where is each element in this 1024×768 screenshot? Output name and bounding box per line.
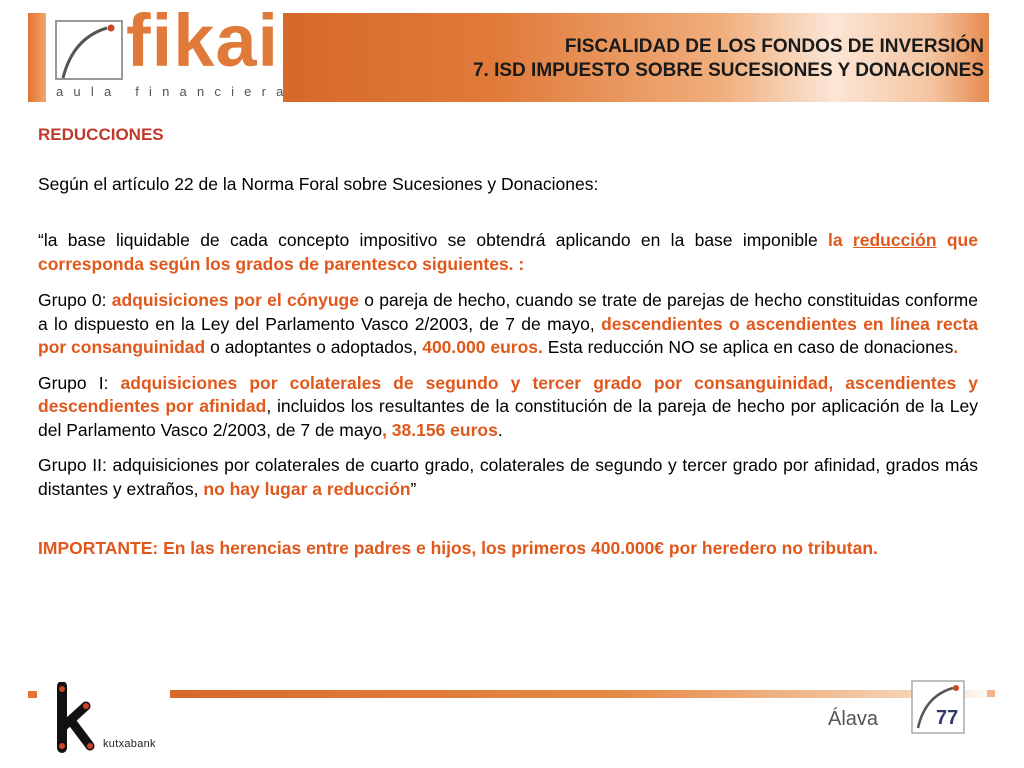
slide-content — [38, 123, 978, 561]
title-line-2: 7. ISD IMPUESTO SOBRE SUCESIONES Y DONACIONES — [472, 60, 984, 81]
page-title — [473, 35, 984, 83]
section-title: REDUCCIONES — [38, 125, 164, 144]
logo-subtitle: aula financiera — [56, 84, 294, 99]
grupo-0-text-2: o pareja de hecho, cuando se trate de parejas de hecho constituidas conforme a lo dispuesto en la Ley del Parlamento Vasco 2/2003, de 7 de mayo, — [38, 290, 978, 334]
grupo-2-text-2: ” — [410, 478, 417, 499]
important-note: IMPORTANTE: En las herencias entre padres e hijos, los primeros 400.000€ por heredero no tributan. — [38, 538, 878, 558]
region-label: Álava — [828, 708, 879, 730]
grupo-0-paragraph — [38, 289, 978, 360]
fikai-arc-icon — [55, 20, 125, 82]
kutxabank-logo-icon — [50, 682, 100, 754]
footer-accent-dot — [987, 690, 995, 697]
grupo-0-text-4: Esta reducción NO se aplica en caso de donaciones — [542, 337, 954, 357]
grupo-0-text-3: o adoptantes o adoptados, — [205, 337, 423, 357]
header-accent-stripe — [28, 13, 46, 102]
grupo-1-text-1: Grupo I: — [38, 372, 121, 393]
quote-paragraph — [38, 229, 978, 276]
quote-highlight-rest: que corresponda según los grados de parentesco siguientes. : — [38, 230, 978, 274]
footer-accent-square — [28, 691, 37, 698]
quote-highlight-reduccion: reducción — [852, 230, 937, 250]
page-number: 77 — [936, 707, 959, 729]
quote-text: “la base liquidable de cada concepto impositivo se obtendrá aplicando en la base imponible — [38, 230, 829, 250]
grupo-2-text-1: Grupo II: adquisiciones por colaterales de cuarto grado, colaterales de segundo y tercer grado por afinidad, grados más distantes y extraños, — [38, 455, 978, 499]
intro-paragraph: Según el artículo 22 de la Norma Foral sobre Sucesiones y Donaciones: — [38, 173, 599, 194]
grupo-1-text-3: . — [497, 419, 503, 440]
grupo-1-highlight-2: , 38.156 euros — [382, 419, 498, 440]
grupo-0-highlight-3: 400.000 euros. — [422, 337, 543, 357]
footer-divider — [170, 690, 998, 698]
title-line-1: FISCALIDAD DE LOS FONDOS DE INVERSIÓN — [564, 36, 984, 57]
quote-highlight-la: la — [828, 230, 843, 250]
grupo-0-text-1: Grupo 0: — [38, 290, 112, 310]
logo-word: fikai — [126, 0, 280, 82]
grupo-0-highlight-2: descendientes o ascendientes en línea recta por consanguinidad — [38, 313, 978, 357]
grupo-2-paragraph — [38, 454, 978, 501]
grupo-1-text-2: , incluidos los resultantes de la constitución de la pareja de hecho por aplicación de la Ley del Parlamento Vasco 2/2003, de 7 de mayo — [38, 396, 978, 440]
grupo-1-highlight-1: adquisiciones por colaterales de segundo y tercer grado por consanguinidad, ascendientes y descendientes por afinidad — [38, 372, 978, 416]
grupo-1-paragraph — [38, 372, 978, 443]
grupo-0-highlight-4: . — [953, 337, 959, 357]
grupo-0-highlight-1: adquisiciones por el cónyuge — [111, 290, 359, 310]
grupo-2-highlight-1: no hay lugar a reducción — [203, 478, 411, 499]
kutxabank-brand: kutxabank — [103, 738, 156, 750]
